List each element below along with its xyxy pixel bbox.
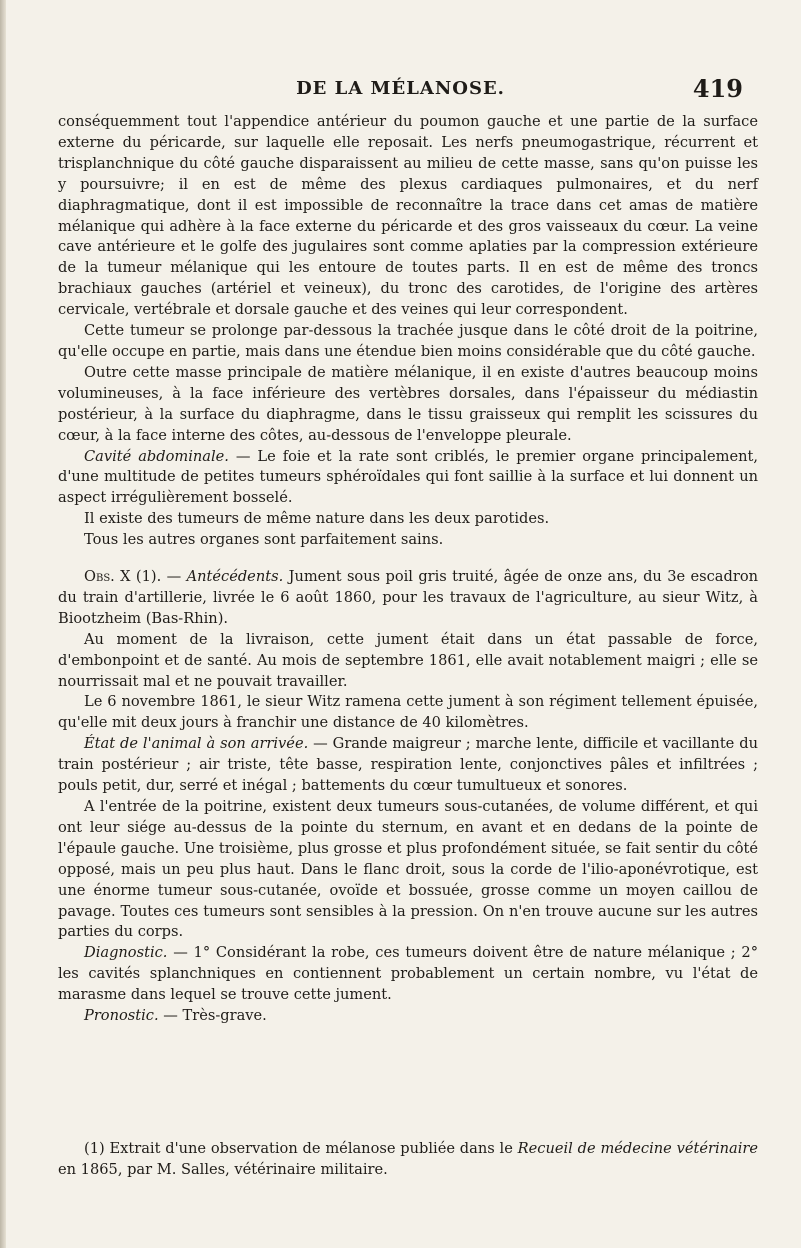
paragraph-text: — Très-grave.: [158, 1007, 267, 1025]
paragraph: Outre cette masse principale de matière mélanique, il en existe d'autres beaucoup moins volumineuses, à la face inférieure des vertèbres dorsales, dans l'épaisseur du médiastin postérieur, à la surface du diaphragme, dans le tissu graisseux qui remplit les scissures du cœur, à la face interne des côtes, au-dessous de l'enveloppe pleurale.: [58, 363, 758, 444]
section-lead: Pronostic.: [84, 1007, 159, 1025]
footnote-journal: Recueil de médecine vétérinaire: [517, 1140, 758, 1157]
paragraph-text: — 1° Considérant la robe, ces tumeurs doivent être de nature mélanique ; 2° les cavités splanchniques en contiennent probablement un certain nombre, vu l'état de marasme dans lequel se trouve cette jument.: [58, 944, 758, 1004]
page-edge: [0, 0, 6, 1248]
body-text: [58, 112, 758, 1027]
paragraph: [58, 943, 758, 1006]
paragraph: Tous les autres organes sont parfaitement sains.: [84, 531, 444, 549]
paragraph: conséquemment tout l'appendice antérieur du poumon gauche et une partie de la surface externe du péricarde, sur laquelle elle reposait. Les nerfs pneumogastrique, récurrent et trisplanchnique du côté gauche disparaissent au milieu de cette masse, sans qu'on puisse les y poursuivre; il en est de même des plexus cardiaques pulmonaires, et du nerf diaphragmatique, dont il est impossible de reconnaître la trace dans cet amas de matière mélanique qui adhère à la face externe du péricarde et des gros vaisseaux du cœur. La veine cave antérieure et le golfe des jugulaires sont comme aplaties par la compression extérieure de la tumeur mélanique qui les entoure de toutes parts. Il en est de même des troncs brachiaux gauches (artériel et veineux), du tronc des carotides, de l'origine des artères cervicale, vertébrale et dorsale gauche et des veines qui leur correspondent.: [58, 113, 758, 319]
section-lead: Antécédents.: [186, 568, 284, 586]
observation-number: Obs. X (1).: [84, 568, 162, 586]
section-lead: Diagnostic.: [84, 944, 168, 962]
paragraph: [58, 447, 758, 510]
paragraph: Le 6 novembre 1861, le sieur Witz ramena cette jument à son régiment tellement épuisée, qu'elle mit deux jours à franchir une distance de 40 kilomètres.: [58, 693, 758, 732]
paragraph: [58, 1006, 758, 1027]
footnote-lead: (1) Extrait d'une observation de mélanose publiée dans le: [84, 1140, 518, 1157]
page-number: 419: [692, 74, 743, 103]
section-lead: État de l'animal à son arrivée.: [84, 735, 309, 753]
paragraph: A l'entrée de la poitrine, existent deux tumeurs sous-cutanées, de volume différent, et qui ont leur siége au-dessus de la pointe du sternum, en avant et en dedans de la pointe de l'épaule gauche. Une troisième, plus grosse et plus profondément située, se fait sentir du côté opposé, mais un peu plus haut. Dans le flanc droit, sous la corde de l'ilio-aponévrotique, est une énorme tumeur sous-cutanée, ovoïde et bossuée, grosse comme un moyen caillou de pavage. Toutes ces tumeurs sont sensibles à la pression. On n'en trouve aucune sur les autres parties du corps.: [58, 798, 758, 941]
running-title: DE LA MÉLANOSE.: [296, 78, 505, 99]
footnote: [58, 1139, 758, 1181]
paragraph: Il existe des tumeurs de même nature dans les deux parotides.: [84, 510, 550, 528]
page-header: [0, 74, 801, 104]
footnote-tail: en 1865, par M. Salles, vétérinaire militaire.: [58, 1160, 388, 1178]
paragraph: Obs. X (1). — Antécédents. Jument sous poil gris truité, âgée de onze ans, du 3e escadron du train d'artillerie, livrée le 6 août 1860, pour les travaux de l'agriculture, au sieur Witz, à Biootzheim (Bas-Rhin).: [58, 568, 758, 627]
paragraph-text: — Grande maigreur ; marche lente, difficile et vacillante du train postérieur ; air triste, tête basse, respiration lente, conjonctives pâles et infiltrées ; pouls petit, dur, serré et inégal ; battements du cœur tumultueux et sonores.: [58, 735, 758, 795]
paragraph-text: Jument sous poil gris truité, âgée de onze ans, du 3e escadron du train d'artillerie, livrée le 6 août 1860, pour les travaux de l'agriculture, au sieur Witz, à Biootzheim (Bas-Rhin).: [58, 568, 758, 627]
paragraph-text: — Le foie et la rate sont criblés, le premier organe principalement, d'une multitude de petites tumeurs sphéroïdales qui font saillie à la surface et lui donnent un aspect irrégulièrement bosselé.: [58, 447, 758, 507]
paragraph: Cette tumeur se prolonge par-dessous la trachée jusque dans le côté droit de la poitrine, qu'elle occupe en partie, mais dans une étendue bien moins considérable que du côté gauche.: [58, 322, 758, 360]
paragraph: Au moment de la livraison, cette jument était dans un état passable de force, d'embonpoint et de santé. Au mois de septembre 1861, elle avait notablement maigri ; elle se nourrissait mal et ne pouvait travailler.: [58, 630, 758, 690]
footnote-text: [58, 1139, 758, 1181]
section-lead: Cavité abdominale.: [84, 447, 229, 465]
paragraph: [58, 734, 758, 797]
